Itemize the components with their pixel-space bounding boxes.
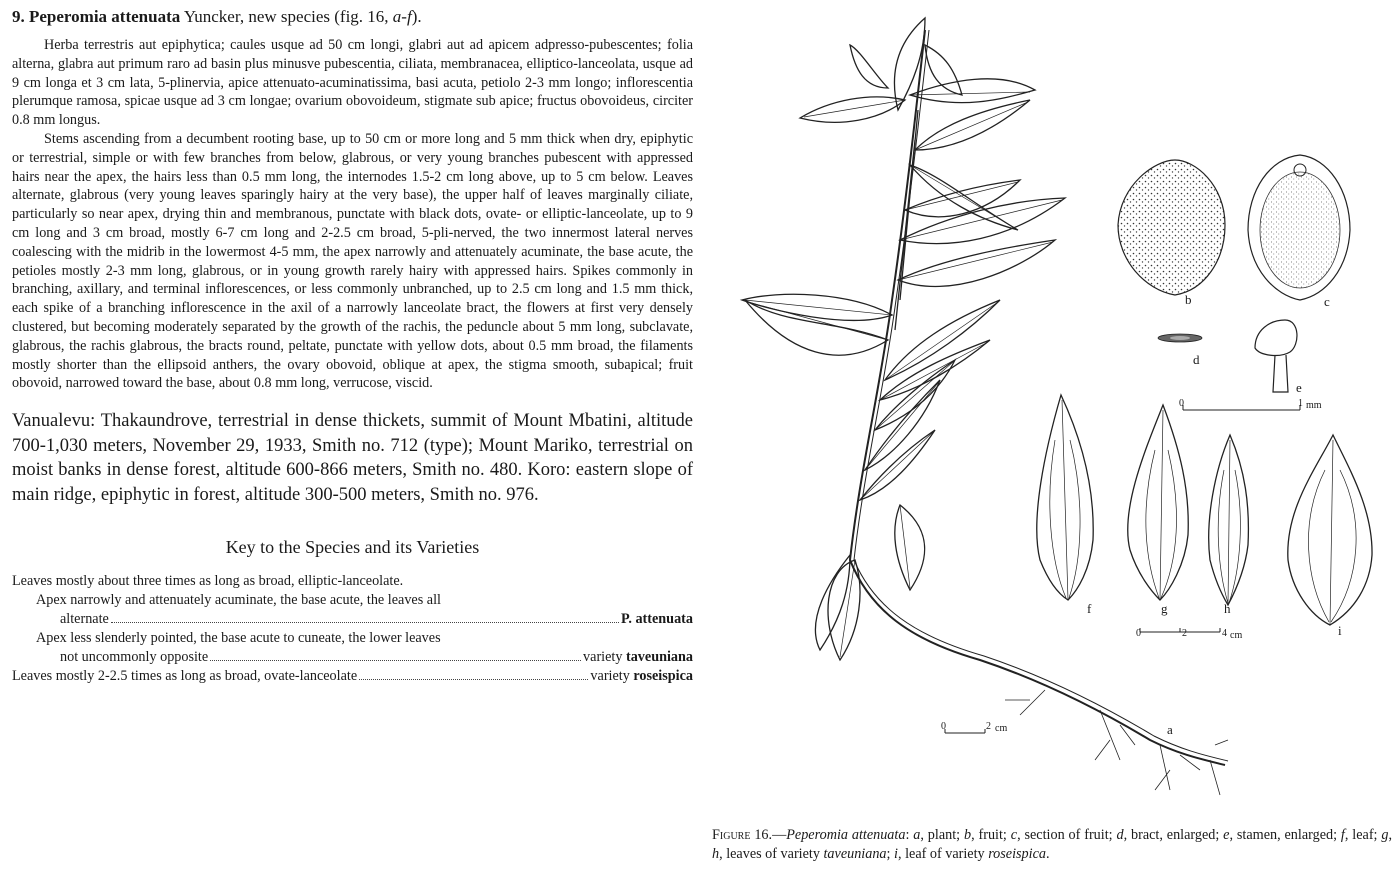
heading-close: ).: [411, 7, 422, 26]
caption-variety: roseispica: [988, 845, 1046, 862]
caption-letter: d: [1116, 827, 1124, 843]
species-heading: [12, 6, 693, 28]
leader-dots: [210, 660, 581, 661]
key-line-6-text: Leaves mostly 2-2.5 times as long as broad, ovate-lanceolate: [12, 668, 358, 685]
variety-prefix: variety: [583, 649, 626, 666]
key-result-attenuata: P. attenuata: [621, 611, 693, 628]
label-i: i: [1338, 623, 1342, 638]
caption-letter: g: [1381, 827, 1389, 843]
species-number: 9.: [12, 7, 25, 26]
label-d: d: [1193, 352, 1200, 367]
caption-letter: f: [1340, 827, 1345, 843]
label-g: g: [1161, 601, 1168, 616]
key-line-6: [12, 667, 693, 686]
scale-bar-plant: [945, 729, 985, 733]
caption-letter: e: [1223, 827, 1230, 843]
scale-mm-one: 1: [1298, 398, 1303, 409]
scale-plant-zero: 0: [941, 721, 946, 732]
caption-text: .: [1045, 845, 1050, 862]
caption-text: , leaves of variety: [719, 845, 824, 862]
caption-text: , fruit;: [971, 827, 1011, 843]
caption-dash: —: [772, 827, 787, 843]
caption-figure-number: Figure 16.: [712, 827, 773, 843]
label-b: b: [1185, 292, 1192, 307]
caption-text: :: [905, 827, 914, 843]
caption-letter: i: [894, 845, 898, 862]
latin-description: Herba terrestris aut epiphytica; caules usque ad 50 cm longi, glabri aut ad apicem adpresso-pubescentes; folia alterna, glabra aut primum raro ad basin plus minusve pubescentia, ciliata, membranacea, elliptico-lanceolata, usque ad 9 cm longa et 3 cm lata, 5-plinervia, apice attenuato-acuminatissima, basi acuta, petiolo 2-3 mm longo; inflorescentia plerumque ramosa, spicae usque ad 3 cm longae; ovarium obovoideum, stigmate sub apice; fructus obovoideus, circiter 0.8 mm longus.: [12, 37, 693, 129]
key-title: Key to the Species and its Varieties: [225, 537, 480, 558]
leaf-illustration-f: [1037, 395, 1093, 600]
species-author: Yuncker, new species (fig. 16,: [180, 7, 393, 26]
caption-text: , leaf;: [1344, 827, 1382, 843]
scale-mm-unit: mm: [1306, 400, 1322, 411]
figure-drawing: [700, 0, 1400, 820]
scale-leaf-zero: 0: [1136, 628, 1141, 639]
key-line-2: Apex narrowly and attenuately acuminate, the base acute, the leaves all: [36, 592, 441, 609]
key-line-5: [12, 648, 693, 667]
scale-leaf-four: 4: [1222, 628, 1227, 639]
scale-leaf-two: 2: [1182, 628, 1187, 639]
label-f: f: [1087, 601, 1092, 616]
caption-text: ;: [886, 845, 895, 862]
figure-caption: [712, 826, 1392, 863]
specimen-localities: Vanualevu: Thakaundrove, terrestrial in dense thickets, summit of Mount Mbatini, altitude 700-1,030 meters, November 29, 1933, Smith no. 712 (type); Mount Mariko, terrestrial on moist banks in dense forest, altitude 600-866 meters, Smith no. 480. Koro: eastern slope of main ridge, epiphytic in forest, altitude 300-500 meters, Smith no. 976.: [12, 411, 693, 505]
key-result-roseispica: [590, 667, 693, 686]
key-line-3: [12, 610, 693, 629]
fruit-section-illustration-c: [1248, 155, 1350, 300]
botanical-figure: [700, 0, 1400, 820]
stamen-illustration-e: [1255, 320, 1297, 392]
fruit-illustration-b: [1118, 160, 1225, 295]
key-line-4: Apex less slenderly pointed, the base acute to cuneate, the lower leaves: [36, 630, 441, 647]
caption-letter: a: [913, 827, 921, 843]
label-c: c: [1324, 294, 1330, 309]
scale-bar-mm: [1183, 405, 1300, 410]
caption-variety: taveuniana: [823, 845, 887, 862]
caption-text: , section of fruit;: [1017, 827, 1117, 843]
caption-text: , bract, enlarged;: [1123, 827, 1224, 843]
species-name: Peperomia attenuata: [29, 7, 181, 26]
caption-text: , stamen, enlarged;: [1229, 827, 1341, 843]
label-e: e: [1296, 380, 1302, 395]
caption-text: ,: [1388, 827, 1393, 843]
bract-illustration-d: [1158, 334, 1202, 342]
caption-letter: h: [712, 845, 720, 862]
key-line-3-text: alternate: [60, 611, 109, 628]
english-description: Stems ascending from a decumbent rooting base, up to 50 cm or more long and 5 mm thick when dry, epiphytic or terrestrial, simple or with few branches from below, glabrous, or very young branches pubescent with appressed hairs near the apex, the hairs less than 0.5 mm long, the internodes 1.5-2 cm long above, up to 5 cm below. Leaves alternate, glabrous (very young leaves sparingly hairy at the very base), the upper half of leaves marginally ciliate, particularly so near apex, drying thin and membranous, punctate with black dots, ovate- or elliptic-lanceolate, up to 9 cm long and 3 cm broad, mostly 6-7 cm long and 2-2.5 cm broad, 5-pli-nerved, the two innermost lateral nerves coalescing with the midrib in the lowermost 4-5 mm, the apex narrowly and attenuately acuminate, the base acute, the petioles mostly 2-3 mm long, glabrous, or in young growth rarely hairy with appressed hairs. Spikes commonly in branching, axillary, and terminal inflorescences, or less commonly unbranched, up to 2.5 cm long and 1.5 mm thick, each spike of a branching inflorescence in the axil of a narrowly lanceolate bract, the flowers at first very densely clustered, but becoming moderately separated by the growth of the rachis, the peduncle about 5 mm long, subclavate, glabrous, the rachis glabrous, the bracts round, peltate, punctate with yellow dots, about 0.5 mm broad, the filaments mostly shorter than the ellipsoid anthers, the ovary obovoid, oblique at apex, the stigma smooth, subapical; fruit obovoid, narrowed toward the base, about 0.8 mm long, verrucose, viscid.: [12, 130, 693, 392]
leaf-illustration-g: [1128, 405, 1189, 600]
scale-leaf-unit: cm: [1230, 630, 1243, 641]
plant-illustration-a: [742, 18, 1228, 795]
scale-plant-unit: cm: [995, 723, 1008, 734]
variety-name: roseispica: [633, 668, 693, 685]
key-line-5-text: not uncommonly opposite: [60, 649, 209, 666]
caption-letter: c: [1010, 827, 1018, 843]
leader-dots: [359, 679, 588, 680]
caption-text: , leaf of variety: [897, 845, 989, 862]
caption-letter: b: [963, 827, 972, 843]
key-line-1: Leaves mostly about three times as long as broad, elliptic-lanceolate.: [12, 573, 404, 590]
leaf-illustration-i: [1288, 435, 1372, 625]
scale-mm-zero: 0: [1179, 398, 1184, 409]
caption-species: Peperomia attenuata: [786, 827, 906, 843]
variety-name: taveuniana: [625, 649, 693, 666]
scale-bar-leaf: [1140, 628, 1220, 632]
text-column: [12, 6, 693, 686]
scale-plant-two: 2: [986, 721, 991, 732]
label-a: a: [1167, 722, 1173, 737]
species-key: [12, 572, 693, 686]
key-result-taveuniana: [583, 648, 693, 667]
label-h: h: [1224, 601, 1231, 616]
leaf-illustration-h: [1209, 435, 1249, 605]
caption-text: , plant;: [920, 827, 964, 843]
figure-reference: a-f: [392, 7, 412, 26]
leader-dots: [111, 622, 619, 623]
variety-prefix: variety: [590, 668, 634, 685]
